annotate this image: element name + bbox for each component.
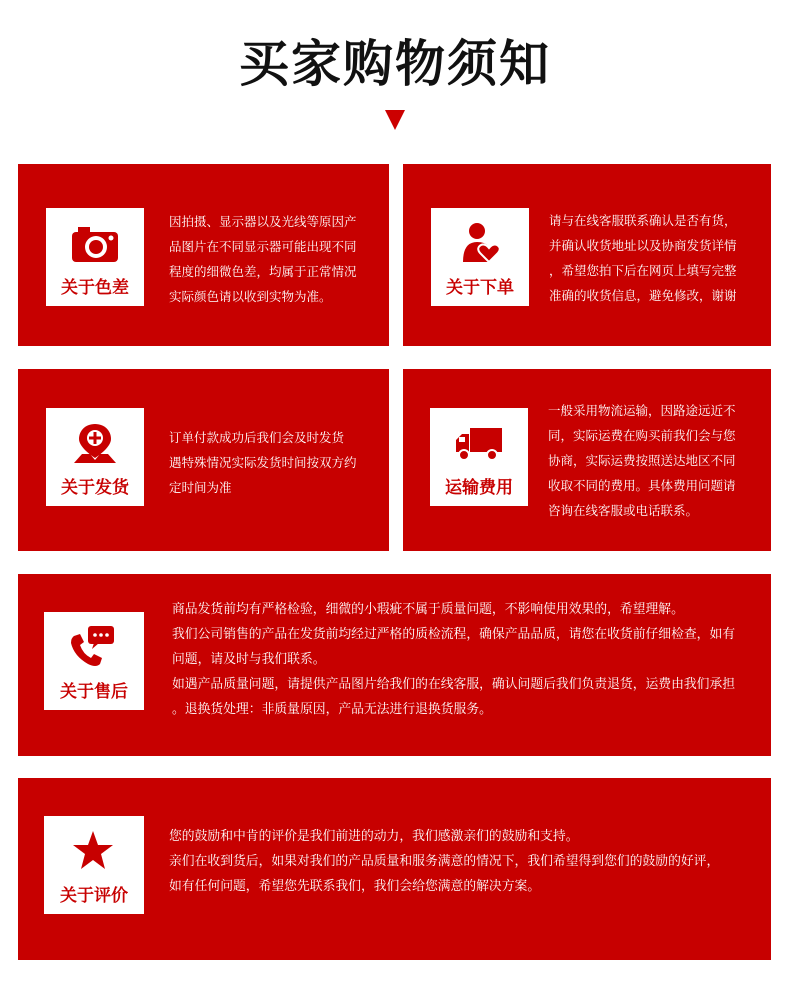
section-label: 关于发货 bbox=[61, 478, 129, 498]
location-pin-icon bbox=[70, 422, 120, 464]
page-title: 买家购物须知 bbox=[239, 34, 551, 93]
section-shipping bbox=[18, 369, 389, 551]
text-line: 准确的收货信息，避免修改，谢谢 bbox=[549, 288, 737, 303]
text-line: 如有任何问题，希望您先联系我们，我们会给您满意的解决方案。 bbox=[169, 879, 541, 894]
text-line: 协商，实际运费按照送达地区不同 bbox=[548, 453, 736, 468]
text-line: 咨询在线客服或电话联系。 bbox=[548, 503, 699, 518]
section-label: 关于售后 bbox=[60, 682, 128, 702]
icon-card bbox=[44, 816, 144, 914]
text-line: 。退换货处理：非质量原因，产品无法进行退换货服务。 bbox=[172, 702, 492, 717]
text-line: 一般采用物流运输，因路途远近不 bbox=[548, 403, 736, 418]
person-heart-icon bbox=[455, 222, 505, 264]
text-line: 您的鼓励和中肯的评价是我们前进的动力，我们感激亲们的鼓励和支持。 bbox=[169, 829, 579, 844]
icon-card bbox=[431, 208, 529, 306]
section-text bbox=[172, 597, 735, 722]
text-line: 问题，请及时与我们联系。 bbox=[172, 652, 326, 667]
icon-card bbox=[430, 408, 528, 506]
icon-card bbox=[46, 208, 144, 306]
text-line: 程度的细微色差，均属于正常情况 bbox=[169, 264, 357, 279]
text-line: 实际颜色请以收到实物为准。 bbox=[169, 289, 332, 304]
section-review bbox=[18, 778, 771, 960]
icon-card bbox=[44, 612, 144, 710]
text-line: 因拍摄、显示器以及光线等原因产 bbox=[169, 214, 357, 229]
section-text bbox=[169, 824, 719, 899]
text-line: ，希望您拍下后在网页上填写完整 bbox=[549, 263, 737, 278]
section-label: 关于色差 bbox=[61, 278, 129, 298]
down-arrow-icon bbox=[385, 110, 405, 130]
section-label: 关于下单 bbox=[446, 278, 514, 298]
text-line: 亲们在收到货后，如果对我们的产品质量和服务满意的情况下，我们希望得到您们的鼓励的好评， bbox=[169, 854, 720, 869]
section-after-sales bbox=[18, 574, 771, 756]
text-line: 同，实际运费在购买前我们会与您 bbox=[548, 428, 736, 443]
star-icon bbox=[68, 830, 118, 872]
text-line: 如遇产品质量问题，请提供产品图片给我们的在线客服，确认问题后我们负责退货，运费由我们承担 bbox=[172, 677, 736, 692]
text-line: 请与在线客服联系确认是否有货， bbox=[549, 213, 737, 228]
camera-icon bbox=[70, 222, 120, 264]
icon-card bbox=[46, 408, 144, 506]
phone-chat-icon bbox=[68, 626, 118, 668]
section-label: 关于评价 bbox=[60, 886, 128, 906]
text-line: 收取不同的费用。具体费用问题请 bbox=[548, 478, 736, 493]
section-label: 运输费用 bbox=[445, 478, 513, 498]
section-freight bbox=[403, 369, 771, 551]
text-line: 品图片在不同显示器可能出现不同 bbox=[169, 239, 357, 254]
text-line: 遇特殊情况实际发货时间按双方约 bbox=[169, 455, 357, 470]
section-text bbox=[549, 208, 737, 308]
section-text bbox=[169, 425, 357, 500]
text-line: 我们公司销售的产品在发货前均经过严格的质检流程，确保产品品质，请您在收货前仔细检查，如有 bbox=[172, 627, 736, 642]
text-line: 订单付款成功后我们会及时发货 bbox=[169, 430, 345, 445]
text-line: 定时间为准 bbox=[169, 480, 232, 495]
text-line: 并确认收货地址以及协商发货详情 bbox=[549, 238, 737, 253]
truck-icon bbox=[454, 422, 504, 464]
section-text bbox=[548, 398, 736, 523]
section-text bbox=[169, 209, 357, 309]
text-line: 商品发货前均有严格检验，细微的小瑕疵不属于质量问题，不影响使用效果的，希望理解。 bbox=[172, 602, 684, 617]
section-ordering bbox=[403, 164, 771, 346]
section-color-difference bbox=[18, 164, 389, 346]
